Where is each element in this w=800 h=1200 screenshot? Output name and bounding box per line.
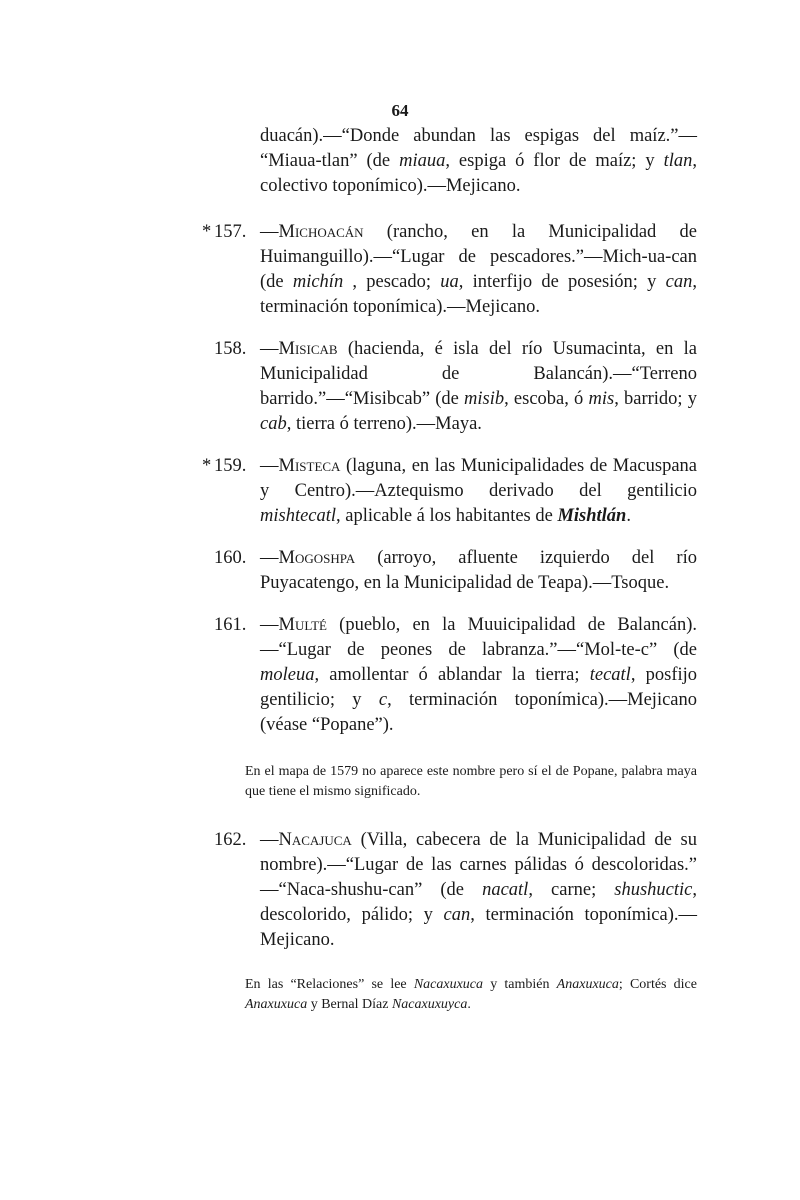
dash: —	[260, 222, 279, 242]
italic-term: cab	[260, 414, 287, 434]
italic-term: Nacaxuxuyca	[391, 997, 468, 1012]
text-span: En las “Relaciones” se lee	[245, 977, 414, 992]
text-span: duacán).—“Donde abundan las espigas del maíz.”— “Miaua-tlan” (de	[260, 126, 697, 171]
italic-term: Anaxuxuca	[245, 997, 308, 1012]
entry-157	[202, 220, 697, 320]
text-span: y Bernal Díaz	[307, 997, 392, 1012]
dash: —	[260, 339, 279, 359]
text-span: , barrido; y	[614, 389, 698, 409]
entry-number: 160.	[214, 548, 247, 568]
italic-term: Mishtlán	[557, 506, 627, 526]
entry-162	[214, 828, 698, 953]
entry-160	[214, 546, 697, 596]
italic-term: tlan	[663, 151, 693, 171]
text-span: (hacienda, é isla del río Usumacinta, en la Municipalidad de Balancán).—“Terreno barrido.”—“Misibcab” (de	[260, 339, 697, 409]
italic-term: michín	[292, 272, 344, 292]
dash: —	[260, 830, 279, 850]
entry-name: Misicab	[278, 339, 338, 359]
entry-name: Nacajuca	[278, 830, 352, 850]
italic-term: Anaxuxuca	[556, 977, 619, 992]
text-span: ; Cortés dice	[618, 977, 697, 992]
asterisk-mark: *	[202, 456, 212, 476]
italic-term: tecatl	[589, 665, 631, 685]
entry-number: 162.	[214, 830, 247, 850]
text-span: , interfijo de posesión; y	[458, 272, 666, 292]
text-span: .	[467, 997, 471, 1012]
text-span: , amollentar ó ablandar la tierra;	[314, 665, 590, 685]
entry-number: 158.	[214, 339, 247, 359]
italic-term: Nacaxuxuca	[413, 977, 484, 992]
continuation-paragraph	[260, 124, 697, 199]
text-span: , espiga ó flor de maíz; y	[445, 151, 664, 171]
entry-name: Misteca	[278, 456, 341, 476]
text-span: , descolorido, pálido; y	[260, 880, 698, 925]
footnote	[245, 975, 697, 1015]
italic-term: moleua	[260, 665, 315, 685]
text-span: (Villa, cabecera de la Municipalidad de su nombre).—“Lugar de las carnes pálidas ó descoloridas.” —“Naca-shushu-can” (de	[260, 830, 697, 900]
entry-159	[202, 454, 697, 529]
text-span: (pueblo, en la Muuicipalidad de Balancán).—“Lugar de peones de labranza.”—“Mol-te-c” (de	[260, 615, 697, 660]
italic-term: nacatl	[482, 880, 529, 900]
dash: —	[260, 548, 279, 568]
entry-158	[214, 337, 698, 437]
text-span: , posfijo gentilicio; y	[260, 665, 698, 710]
entry-number: 161.	[214, 615, 247, 635]
entry-name: Michoacán	[278, 222, 364, 242]
entry-number: * 157.	[214, 220, 246, 245]
italic-term: mis	[588, 389, 615, 409]
italic-term: can	[665, 272, 693, 292]
text-span: , tierra ó terreno).—Maya.	[286, 414, 482, 434]
italic-term: c	[378, 690, 388, 710]
entry-name: Mogoshpa	[278, 548, 356, 568]
italic-term: shushuctic	[614, 880, 693, 900]
text-span: , terminación toponímica).—Mejicano (véase “Popane”).	[260, 690, 697, 735]
italic-term: mishtecatl	[260, 506, 337, 526]
italic-term: miaua	[399, 151, 446, 171]
text-span: , terminación toponímica).—Mejicano.	[260, 272, 697, 317]
footnote: En el mapa de 1579 no aparece este nombre pero sí el de Popane, palabra maya que tiene el mismo significado.	[245, 764, 697, 799]
italic-term: ua	[440, 272, 459, 292]
text-span: (rancho, en la Municipalidad de Huimanguillo).—“Lugar de pescadores.”—Mich-ua-can (de	[260, 222, 697, 292]
text-span: , escoba, ó	[504, 389, 589, 409]
italic-term: can	[443, 905, 471, 925]
entry-name: Multé	[278, 615, 327, 635]
text-span: .	[626, 506, 631, 526]
dash: —	[260, 456, 279, 476]
text-span: (arroyo, afluente izquierdo del río Puyacatengo, en la Municipalidad de Teapa).—Tsoque.	[260, 548, 697, 593]
entry-number: * 159.	[214, 454, 246, 479]
dash: —	[260, 615, 279, 635]
text-span: , aplicable á los habitantes de	[336, 506, 558, 526]
page-number: 64	[391, 101, 409, 120]
entry-161	[214, 613, 698, 738]
text-span: y también	[483, 977, 557, 992]
asterisk-mark: *	[202, 222, 212, 242]
text-span: , terminación toponímica).—Mejicano.	[260, 905, 697, 950]
text-span: (laguna, en las Municipalidades de Macuspana y Centro).—Aztequismo derivado del gentilicio	[260, 456, 697, 501]
text-span: , pescado;	[343, 272, 441, 292]
text-span: , colectivo toponímico).—Mejicano.	[260, 151, 697, 196]
italic-term: misib	[464, 389, 505, 409]
text-span: , carne;	[528, 880, 615, 900]
page-body	[0, 124, 800, 1015]
